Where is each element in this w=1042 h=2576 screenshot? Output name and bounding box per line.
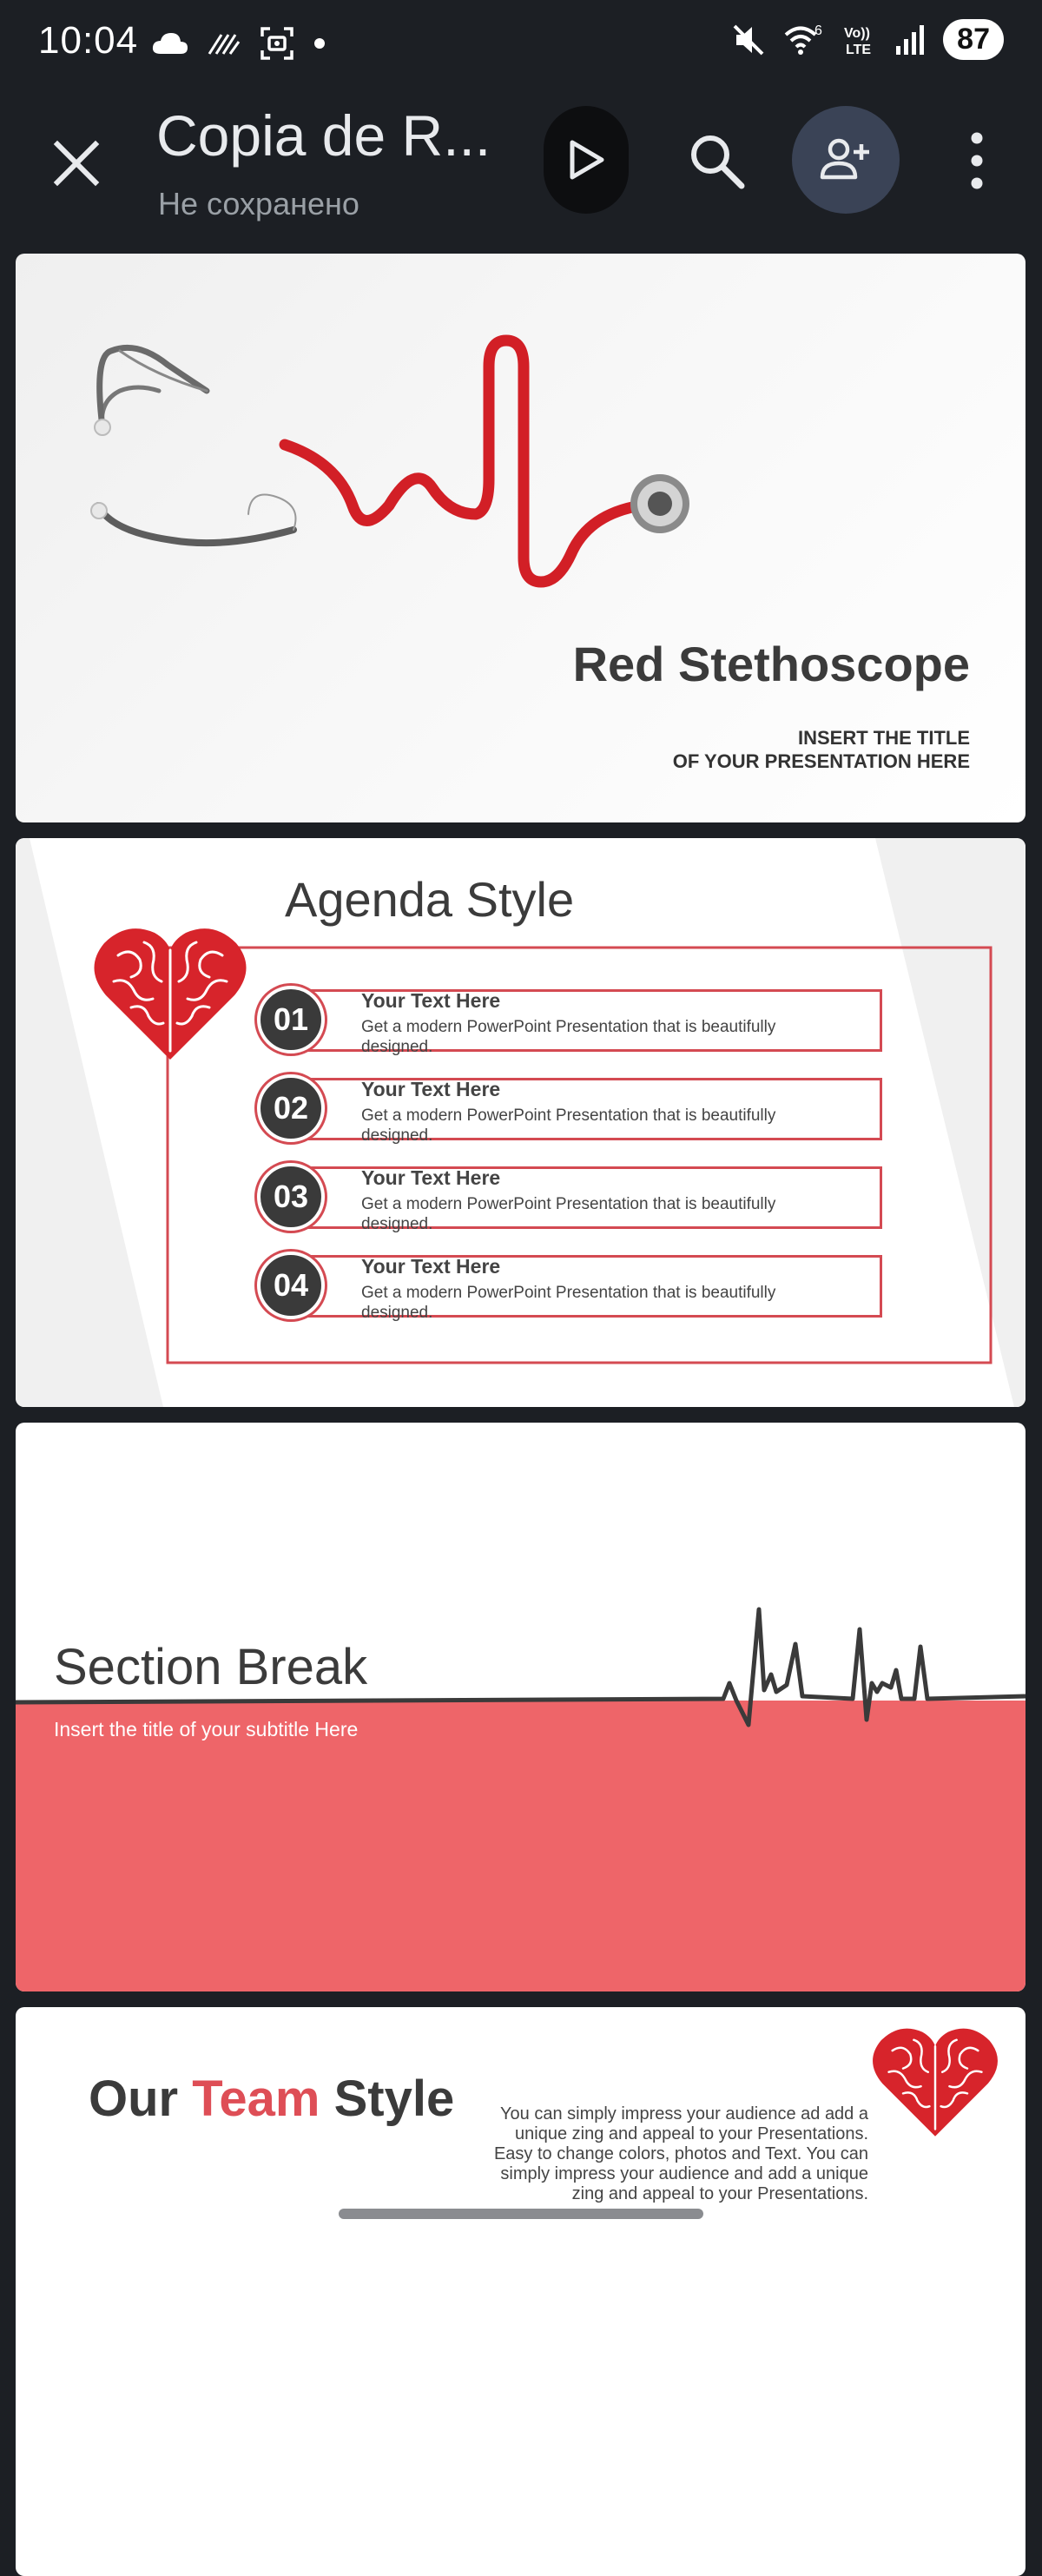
agenda-heading: Your Text Here <box>361 1166 501 1189</box>
status-bar <box>0 0 1042 87</box>
subtitle-line-2: OF YOUR PRESENTATION HERE <box>672 750 970 772</box>
slide-subtitle: Insert the title of your subtitle Here <box>54 1718 359 1740</box>
agenda-description: Get a modern PowerPoint Presentation that is beautifully designed. <box>361 1284 776 1322</box>
mute-icon <box>731 23 766 57</box>
slide-thumbnail-1[interactable] <box>16 254 1026 822</box>
dot-icon <box>313 37 326 50</box>
play-icon <box>567 139 605 181</box>
agenda-heading: Your Text Here <box>361 1255 501 1278</box>
agenda-item <box>257 986 908 1059</box>
present-button[interactable] <box>544 106 629 214</box>
cloud-icon <box>152 31 188 56</box>
network-small-label: 6 <box>814 23 823 38</box>
volte-top-label: Vo)) <box>844 25 871 41</box>
brain-heart-icon <box>92 921 248 1064</box>
status-right-icons <box>731 19 1004 60</box>
volte-icon <box>842 23 877 57</box>
signal-icon <box>894 23 926 56</box>
stethoscope-image <box>16 254 710 601</box>
agenda-heading: Your Text Here <box>361 989 501 1012</box>
home-indicator[interactable] <box>339 2209 703 2219</box>
save-status: Не сохранено <box>158 186 359 221</box>
add-person-icon <box>820 137 872 182</box>
slide-title: Red Stethoscope <box>572 637 970 691</box>
subtitle-line-1: INSERT THE TITLE <box>798 727 970 749</box>
close-icon[interactable] <box>50 137 102 189</box>
title-accent: Team <box>192 2071 320 2127</box>
slide-thumbnail-4[interactable] <box>16 2007 1026 2576</box>
agenda-item <box>257 1074 908 1147</box>
slide-body-text: You can simply impress your audience ad add a unique zing and appeal to your Presentations. Easy to change colors, photos and Text. You can simply impress your audience and add a unique zing and appeal to your Presentations. <box>493 2104 868 2203</box>
document-title[interactable]: Copia de R... <box>156 103 491 168</box>
heartbeat-line <box>16 1423 1026 1991</box>
status-left-icons <box>152 26 326 61</box>
more-vert-icon[interactable] <box>962 130 992 191</box>
slide-title <box>89 2070 454 2128</box>
agenda-description: Get a modern PowerPoint Presentation that is beautifully designed. <box>361 1106 776 1145</box>
battery-icon: 87 <box>943 19 1004 60</box>
agenda-number: 01 <box>257 986 325 1054</box>
slide-subtitle <box>673 726 970 773</box>
app-bar <box>0 87 1042 252</box>
agenda-number: 02 <box>257 1074 325 1142</box>
title-part-2: Style <box>320 2071 455 2127</box>
slide-title: Section Break <box>54 1639 368 1695</box>
agenda-item <box>257 1252 908 1324</box>
wifi-icon <box>783 23 825 57</box>
slide-thumbnail-2[interactable] <box>16 838 1026 1407</box>
brain-heart-icon <box>871 2020 999 2142</box>
agenda-description: Get a modern PowerPoint Presentation that is beautifully designed. <box>361 1195 776 1233</box>
status-time: 10:04 <box>38 19 139 62</box>
agenda-number: 03 <box>257 1163 325 1231</box>
agenda-description: Get a modern PowerPoint Presentation that is beautifully designed. <box>361 1018 776 1056</box>
hashed-signal-icon <box>208 31 241 56</box>
slide-thumbnail-3[interactable] <box>16 1423 1026 1991</box>
agenda-heading: Your Text Here <box>361 1078 501 1100</box>
agenda-number: 04 <box>257 1252 325 1319</box>
share-button[interactable] <box>792 106 900 214</box>
slide-title: Agenda Style <box>285 872 575 927</box>
screenshot-icon <box>260 26 294 61</box>
agenda-item <box>257 1163 908 1236</box>
title-part-1: Our <box>89 2071 193 2127</box>
search-icon[interactable] <box>686 130 747 191</box>
volte-bottom-label: LTE <box>846 42 872 57</box>
